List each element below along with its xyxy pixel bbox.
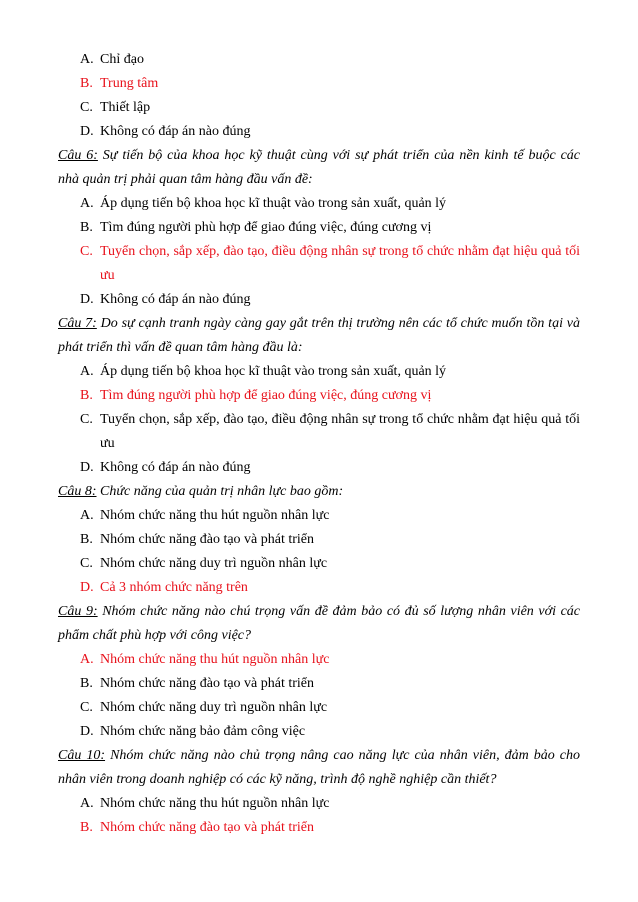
question-number: Câu 9: [58,604,98,619]
q6-option-b [58,216,580,240]
option-text: Nhóm chức năng đào tạo và phát triển [100,820,315,835]
option-letter: D. [80,460,94,475]
q5-option-b [58,72,580,96]
q6-option-c [58,240,580,264]
question-number: Câu 10: [58,748,106,763]
option-letter: C. [80,100,93,115]
option-letter: A. [80,508,94,523]
q9-option-b [58,672,580,696]
question-text: nhà quản trị phải quan tâm hàng đầu vấn đề: [58,172,313,187]
q5-option-a [58,48,580,72]
option-text: Trung tâm [100,76,159,91]
option-text: Nhóm chức năng đào tạo và phát triển [100,676,315,691]
q10-question-line2 [58,768,580,792]
question-text: phẩm chất phù hợp với công việc? [58,628,252,643]
q9-option-c [58,696,580,720]
option-text: Áp dụng tiến bộ khoa học kĩ thuật vào trong sản xuất, quản lý [100,196,447,211]
q6-option-d [58,288,580,312]
option-letter: C. [80,244,93,259]
q6-option-a [58,192,580,216]
option-text: Thiết lập [100,100,151,115]
q8-option-c [58,552,580,576]
option-letter: B. [80,220,93,235]
q9-option-a [58,648,580,672]
option-text: Tuyển chọn, sắp xếp, đào tạo, điều động nhân sự trong tổ chức nhằm đạt hiệu quả tối [100,412,580,427]
option-letter: B. [80,676,93,691]
q10-option-b [58,816,580,840]
quiz-content [58,48,580,840]
option-text: Nhóm chức năng đào tạo và phát triển [100,532,315,547]
question-text: Sự tiến bộ của khoa học kỹ thuật cùng với sự phát triển của nền kinh tế buộc các [97,148,580,163]
option-text: Nhóm chức năng bảo đảm công việc [100,724,306,739]
option-letter: D. [80,724,94,739]
option-text: Nhóm chức năng thu hút nguồn nhân lực [100,508,330,523]
question-text: Nhóm chức năng nào chú trọng vấn đề đảm bảo có đủ số lượng nhân viên với các [97,604,580,619]
option-text: Không có đáp án nào đúng [100,292,251,307]
option-letter: D. [80,580,94,595]
q7-option-c-cont [58,432,580,456]
q7-question-line2 [58,336,580,360]
option-text: Nhóm chức năng thu hút nguồn nhân lực [100,796,330,811]
q8-option-a [58,504,580,528]
option-text: Tìm đúng người phù hợp để giao đúng việc, đúng cương vị [100,388,432,403]
option-letter: A. [80,364,94,379]
q6-question-line2 [58,168,580,192]
q7-option-a [58,360,580,384]
q10-question-line1 [58,744,580,768]
option-letter: D. [80,292,94,307]
q6-question-line1 [58,144,580,168]
option-text: Nhóm chức năng duy trì nguồn nhân lực [100,556,328,571]
q10-option-a [58,792,580,816]
option-text: Nhóm chức năng duy trì nguồn nhân lực [100,700,328,715]
option-letter: C. [80,556,93,571]
option-text: Tuyển chọn, sắp xếp, đào tạo, điều động nhân sự trong tổ chức nhằm đạt hiệu quả tối [100,244,580,259]
option-letter: A. [80,52,94,67]
q7-option-c [58,408,580,432]
option-text-continued: ưu [100,268,115,283]
question-number: Câu 6: [58,148,98,163]
question-number: Câu 8: [58,484,97,499]
option-text: Chỉ đạo [100,52,144,67]
q8-option-b [58,528,580,552]
option-letter: B. [80,388,93,403]
question-text: nhân viên trong doanh nghiệp có các kỹ năng, trình độ nghề nghiệp cần thiết? [58,772,497,787]
q6-option-c-cont [58,264,580,288]
question-text: phát triển thì vấn đề quan tâm hàng đầu là: [58,340,303,355]
option-letter: B. [80,820,93,835]
option-letter: B. [80,532,93,547]
option-letter: A. [80,796,94,811]
option-text-continued: ưu [100,436,115,451]
question-text: Nhóm chức năng nào chủ trọng nâng cao năng lực của nhân viên, đảm bảo cho [105,748,581,763]
question-text: Chức năng của quản trị nhân lực bao gồm: [96,484,344,499]
q9-question-line1 [58,600,580,624]
option-letter: A. [80,196,94,211]
option-text: Tìm đúng người phù hợp để giao đúng việc, đúng cương vị [100,220,432,235]
option-letter: B. [80,76,93,91]
option-text: Không có đáp án nào đúng [100,124,251,139]
question-number: Câu 7: [58,316,97,331]
question-text: Do sự cạnh tranh ngày càng gay gắt trên thị trường nên các tổ chức muốn tồn tại và [96,316,580,331]
option-letter: C. [80,700,93,715]
q8-option-d [58,576,580,600]
option-letter: D. [80,124,94,139]
option-text: Áp dụng tiến bộ khoa học kĩ thuật vào trong sản xuất, quản lý [100,364,447,379]
q9-question-line2 [58,624,580,648]
q7-question-line1 [58,312,580,336]
option-text: Cả 3 nhóm chức năng trên [100,580,248,595]
q5-option-d [58,120,580,144]
q5-option-c [58,96,580,120]
q9-option-d [58,720,580,744]
option-letter: A. [80,652,94,667]
q7-option-b [58,384,580,408]
q7-option-d [58,456,580,480]
option-letter: C. [80,412,93,427]
option-text: Nhóm chức năng thu hút nguồn nhân lực [100,652,330,667]
q8-question-line1 [58,480,580,504]
option-text: Không có đáp án nào đúng [100,460,251,475]
